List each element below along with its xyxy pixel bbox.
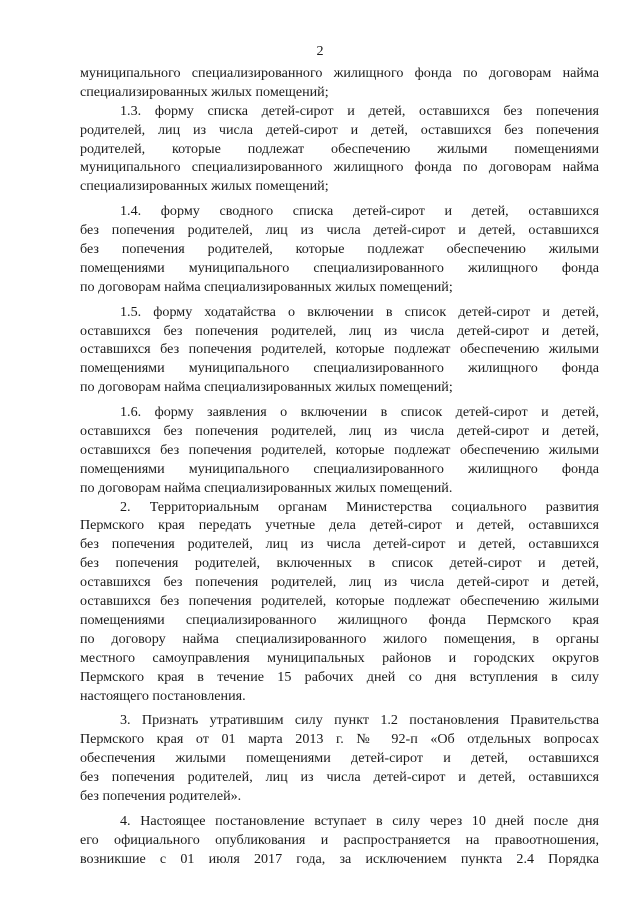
text-line: родителей, которые подлежат обеспечению жилыми помещениями xyxy=(80,140,599,157)
text-line: оставшихся без попечения родителей, лиц из числа детей-сирот и детей, xyxy=(80,322,599,339)
text-line: возникшие с 01 июля 2017 года, за исключением пункта 2.4 Порядка xyxy=(80,850,599,867)
text-line: без попечения родителей, лиц из числа детей-сирот и детей, оставшихся xyxy=(80,536,599,553)
text-line: оставшихся без попечения родителей, которые подлежат обеспечению жилыми xyxy=(80,593,599,610)
text-line: по договору найма специализированного жилого помещения, в органы xyxy=(80,630,599,647)
text-line: 2. Территориальным органам Министерства социального развития xyxy=(120,498,599,515)
text-line: Пермского края в течение 15 рабочих дней со дня вступления в силу xyxy=(80,668,599,685)
text-line: муниципального специализированного жилищного фонда по договорам найма xyxy=(80,65,599,81)
page-number: 2 xyxy=(316,43,324,59)
text-line: по договорам найма специализированных жилых помещений; xyxy=(80,278,453,295)
text-line: оставшихся без попечения родителей, которые подлежат обеспечению жилыми xyxy=(80,341,599,358)
text-line: без попечения родителей, лиц из числа детей-сирот и детей, оставшихся xyxy=(80,769,599,786)
text-line: родителей, лиц из числа детей-сирот и детей, оставшихся без попечения xyxy=(80,121,599,138)
text-line: помещениями специализированного жилищного фонда Пермского края xyxy=(80,611,599,628)
paragraph-p2 xyxy=(80,498,599,706)
text-line: 1.4. форму сводного списка детей-сирот и детей, оставшихся xyxy=(120,203,599,220)
paragraph-cont xyxy=(80,64,599,102)
text-line: местного самоуправления муниципальных районов и городских округов xyxy=(80,649,599,666)
paragraph-p1-6 xyxy=(80,403,599,497)
paragraph-p3 xyxy=(80,711,599,805)
text-line: без попечения родителей, включенных в список детей-сирот и детей, xyxy=(80,555,599,572)
paragraph-p1-4 xyxy=(80,202,599,296)
text-line: помещениями муниципального специализированного жилищного фонда xyxy=(80,360,599,377)
text-line: помещениями муниципального специализированного жилищного фонда xyxy=(80,460,599,477)
text-line: специализированных жилых помещений; xyxy=(80,178,329,195)
paragraph-p4 xyxy=(80,812,599,869)
text-line: его официального опубликования и распространяется на правоотношения, xyxy=(80,831,599,848)
text-line: 1.3. форму списка детей-сирот и детей, оставшихся без попечения xyxy=(120,102,599,119)
text-line: 3. Признать утратившим силу пункт 1.2 постановления Правительства xyxy=(120,712,599,729)
paragraph-p1-3 xyxy=(80,102,599,196)
text-line: настоящего постановления. xyxy=(80,687,246,704)
text-line: по договорам найма специализированных жилых помещений. xyxy=(80,479,453,496)
text-line: обеспечения жилыми помещениями детей-сирот и детей, оставшихся xyxy=(80,750,599,767)
text-line: по договорам найма специализированных жилых помещений; xyxy=(80,379,453,396)
text-line: муниципального специализированного жилищного фонда по договорам найма xyxy=(80,159,599,176)
text-line: без попечения родителей». xyxy=(80,787,242,804)
text-line: оставшихся без попечения родителей, которые подлежат обеспечению жилыми xyxy=(80,441,599,458)
text-line: 1.6. форму заявления о включении в список детей-сирот и детей, xyxy=(120,404,599,421)
text-line: 4. Настоящее постановление вступает в силу через 10 дней после дня xyxy=(120,812,599,829)
text-line: специализированных жилых помещений; xyxy=(80,83,329,100)
text-line: оставшихся без попечения родителей, лиц из числа детей-сирот и детей, xyxy=(80,574,599,591)
text-line: без попечения родителей, которые подлежат обеспечению жилыми xyxy=(80,241,599,258)
text-line: помещениями муниципального специализированного жилищного фонда xyxy=(80,259,599,276)
document-body xyxy=(80,64,599,875)
text-line: Пермского края от 01 марта 2013 г. № 92-п «Об отдельных вопросах xyxy=(80,731,599,748)
text-line: Пермского края передать учетные дела детей-сирот и детей, оставшихся xyxy=(80,517,599,534)
text-line: без попечения родителей, лиц из числа детей-сирот и детей, оставшихся xyxy=(80,222,599,239)
text-line: оставшихся без попечения родителей, лиц из числа детей-сирот и детей, xyxy=(80,423,599,440)
text-line: 1.5. форму ходатайства о включении в список детей-сирот и детей, xyxy=(120,303,599,320)
paragraph-p1-5 xyxy=(80,303,599,397)
